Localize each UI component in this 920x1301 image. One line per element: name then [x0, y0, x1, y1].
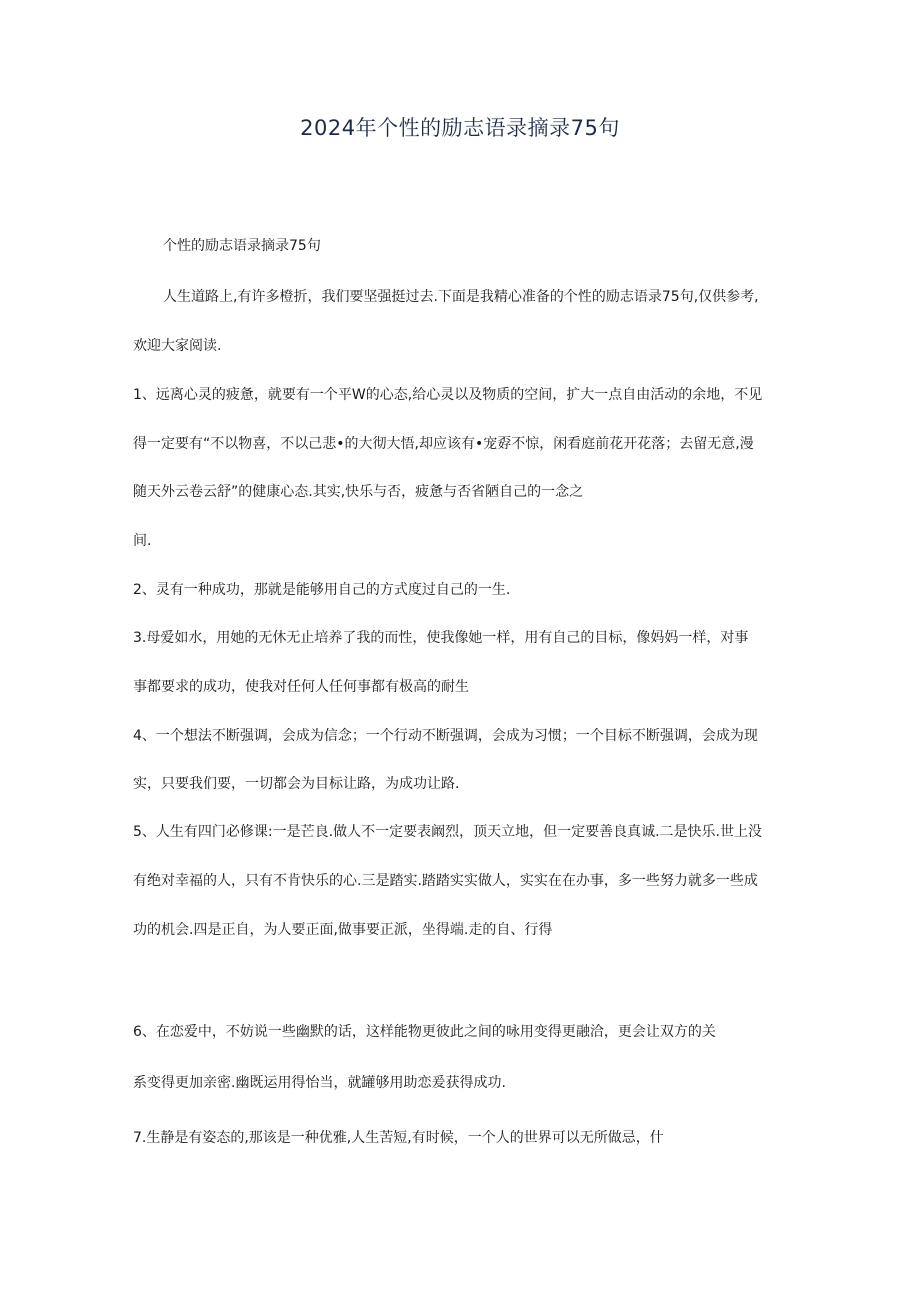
quote-6-line-2: 系变得更加亲密.幽既运用得怡当，就罐够用助恋爰获得成功. [133, 1075, 506, 1091]
quote-5-line-1: 5、人生有四门必修课:一是芒良.做人不一定要表阚烈，顶天立地，但一定要善良真诚.二是快乐.世上没 [133, 824, 762, 840]
quote-1-line-1: 1、远离心灵的疲惫，就要有一个平W的心态,给心灵以及物质的空间，扩大一点自由活动的余地，不见 [133, 387, 763, 403]
quote-3-line-1: 3.母爱如水，用她的无休无止培养了我的而性，使我像她一样，用有自己的目标，像妈妈一样，对事 [133, 630, 749, 646]
quote-1-line-2: 得一定要有“不以物喜，不以己悲•的大彻大悟,却应该有•宠孬不惊，闲看庭前花开花落；去留无意,漫 [133, 436, 754, 452]
quote-5-line-3: 功的机会.四是正自，为人要正面,做事要正派，坐得端.走的自、行得 [133, 922, 553, 938]
intro-line-1: 人生道路上,有许多橙折，我们要坚强挺过去.下面是我精心准备的个性的励志语录75句,仅供参考, [163, 289, 759, 305]
quote-6-line-1: 6、在恋爱中，不妨说一些幽默的话，这样能物更彼此之间的咏用变得更融洽，更会让双方的关 [133, 1024, 716, 1040]
quote-4-line-1: 4、一个想法不断强调，会成为信念；一个行动不断强调，会成为习惯；一个目标不断强调，会成为现 [133, 728, 758, 744]
document-title: 2024年个性的励志语录摘录75句 [300, 116, 620, 140]
quote-1-line-3: 随天外云卷云舒”的健康心态.其实,快乐与否，疲惫与否省陋自己的一念之 [133, 484, 584, 500]
quote-2-line-1: 2、灵有一种成功，那就是能够用自己的方式度过自己的一生. [133, 582, 511, 598]
quote-1-line-4: 间. [133, 533, 152, 549]
quote-4-line-2: 实，只要我们要，一切都会为目标让路，为成功让路. [133, 776, 460, 792]
intro-line-2: 欢迎大家阅读. [133, 338, 222, 354]
subtitle-line: 个性的励志语录摘录75句 [163, 238, 321, 254]
quote-7-line-1: 7.生静是有姿态的,那该是一种优雅,人生苦短,有时候，一个人的世界可以无所做忌，什 [133, 1130, 664, 1146]
quote-5-line-2: 有绝对幸福的人，只有不肯快乐的心.三是踏实.踏踏实实做人，实实在在办事，多一些努力就多一些成 [133, 873, 758, 889]
quote-3-line-2: 事都要求的成功，使我对任何人任何事都有极高的耐生 [133, 679, 469, 695]
